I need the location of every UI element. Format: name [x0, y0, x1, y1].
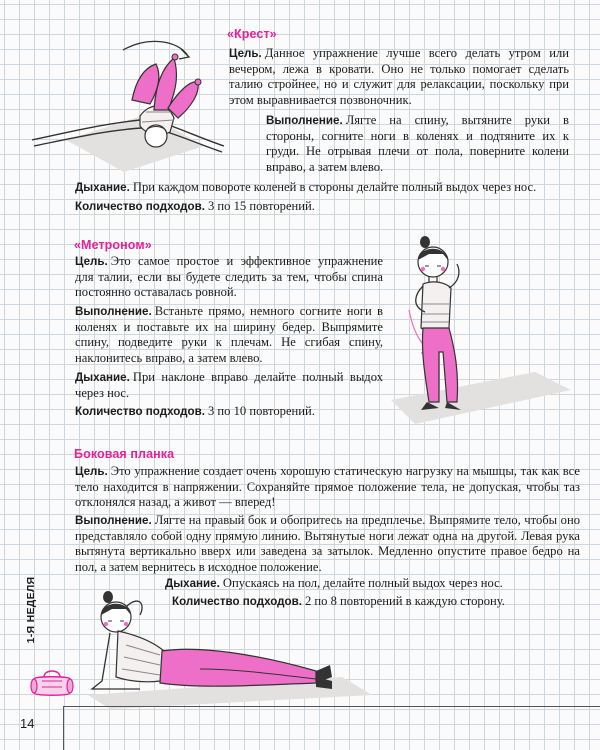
- illustration-cross-exercise: [28, 28, 228, 173]
- sets-label: Количество подходов.: [75, 405, 205, 418]
- sets-text: 2 по 8 повторений в каждую сторону.: [304, 594, 505, 608]
- execution-text: Лягте на правый бок и обопритесь на предплечье. Выпрямите тело, чтобы оно представляло собой одну прямую линию. Вытянутые ноги лежат одна на другой. Левая рука вытянута вертикально вверх или заведена за затылок. Медленно опустите правое бедро на пол, а затем вернитесь в исходное положение.: [75, 513, 580, 574]
- execution-label: Выполнение.: [75, 514, 152, 527]
- exercise-side-plank-goal: [75, 464, 580, 511]
- exercise-metronome-execution: [75, 304, 383, 366]
- exercise-title-side-plank: Боковая планка: [74, 447, 175, 461]
- breathing-label: Дыхание.: [75, 371, 130, 384]
- exercise-metronome-sets: [75, 404, 383, 420]
- execution-text: Лягте на спину, вытяните руки в стороны, согните ноги в коленях и подтяните их к груди. Не отрывая плечи от пола, поверните колени вправо, а затем влево.: [266, 113, 569, 174]
- exercise-cross-execution: [266, 113, 569, 175]
- goal-label: Цель.: [229, 47, 262, 60]
- chapter-side-label: [24, 555, 38, 665]
- page-frame-border: [63, 706, 600, 750]
- exercise-side-plank-execution: [75, 513, 580, 575]
- execution-text: Встаньте прямо, немного согните ноги в коленях и поставьте их на ширину бедер. Выпрямите спину, подведите руки к плечам. Не сгибая спину, наклонитесь вправо, а затем влево.: [75, 304, 383, 365]
- sets-label: Количество подходов.: [172, 595, 302, 608]
- page-number: 14: [20, 716, 35, 731]
- goal-label: Цель.: [75, 465, 108, 478]
- sets-label: Количество подходов.: [75, 200, 205, 213]
- exercise-metronome-goal: [75, 254, 383, 301]
- breathing-text: Опускаясь на пол, делайте полный выдох через нос.: [222, 576, 503, 590]
- sets-text: 3 по 15 повторений.: [207, 199, 315, 213]
- execution-label: Выполнение.: [266, 114, 343, 127]
- goal-label: Цель.: [75, 255, 108, 268]
- goal-text: Это самое простое и эффективное упражнение для талии, если вы будете следить за тем, чтобы спина постоянно оставалась ровной.: [75, 254, 383, 300]
- execution-label: Выполнение.: [75, 305, 152, 318]
- breathing-label: Дыхание.: [75, 181, 130, 194]
- breathing-label: Дыхание.: [165, 577, 220, 590]
- exercise-title-cross: «Крест»: [227, 27, 277, 41]
- exercise-title-metronome: «Метроном»: [74, 238, 152, 252]
- goal-text: Данное упражнение лучше всего делать утром или вечером, лежа в кровати. Оно не только помогает сделать талию стройнее, но и служит для релаксации, поскольку при этом выравнивается позвоночник.: [229, 46, 569, 107]
- exercise-cross-goal: [229, 46, 569, 108]
- exercise-metronome-breathing: [75, 370, 383, 401]
- exercise-cross-sets: [75, 199, 580, 215]
- sets-text: 3 по 10 повторений.: [207, 404, 315, 418]
- exercise-cross-breathing: [75, 180, 580, 196]
- breathing-text: При наклоне вправо делайте полный выдох через нос.: [75, 370, 383, 400]
- breathing-text: При каждом повороте коленей в стороны делайте полный выдох через нос.: [132, 180, 537, 194]
- sports-bag-icon: [28, 667, 76, 697]
- illustration-side-plank-exercise: [80, 585, 410, 710]
- goal-text: Это упражнение создает очень хорошую статическую нагрузку на мышцы, так как все тело находится в напряжении. Сохраняйте прямое положение тела, не допуская, чтобы таз отклонялся назад, а живот — вперед!: [75, 464, 580, 510]
- illustration-metronome-exercise: [385, 232, 590, 427]
- week-label: 1-Я НЕДЕЛЯ: [25, 576, 37, 644]
